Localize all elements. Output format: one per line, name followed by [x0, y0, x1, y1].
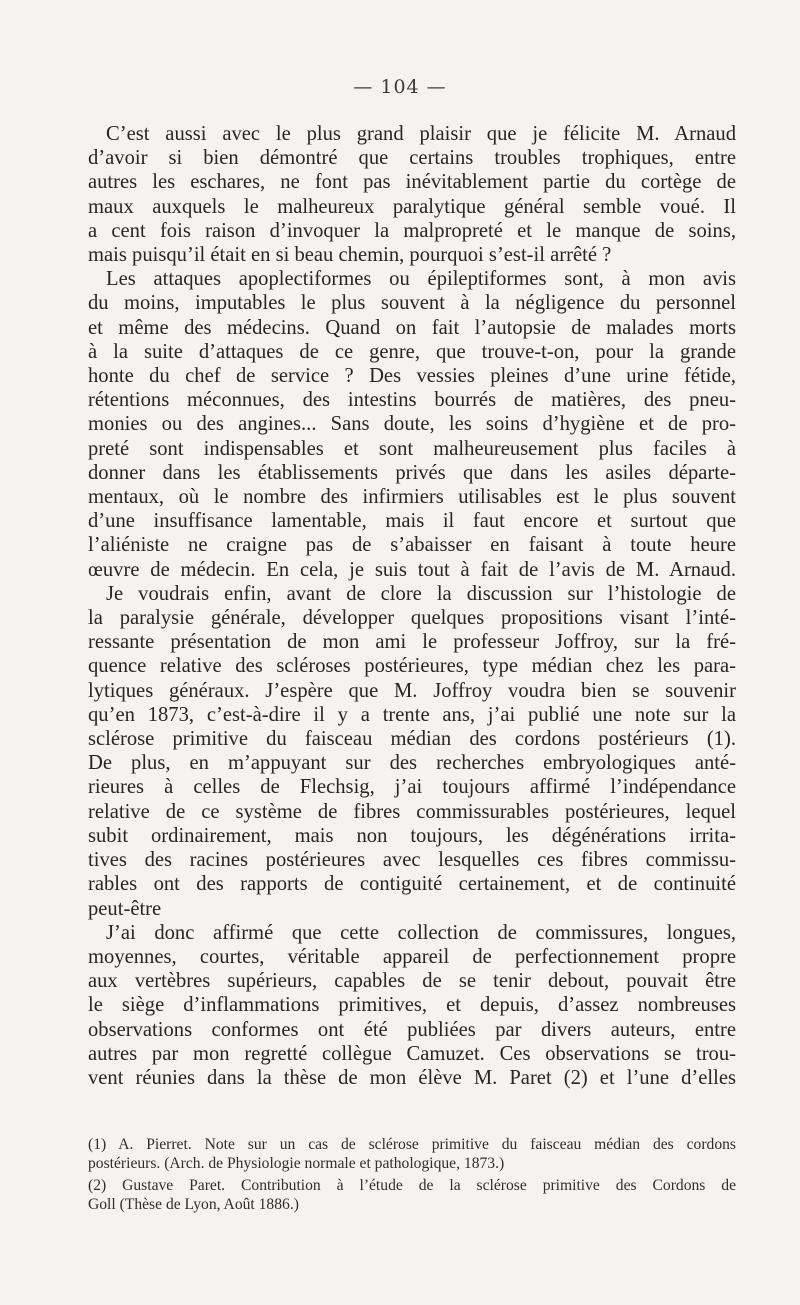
footnote-line: Goll (Thèse de Lyon, Août 1886.)	[88, 1195, 299, 1213]
text-line: du moins, imputables le plus souvent à la négligence du personnel	[88, 292, 736, 315]
page-number: — 104 —	[353, 76, 447, 98]
text-line: donner dans les établissements privés que dans les asiles départe-	[88, 461, 736, 484]
footnote	[88, 1136, 736, 1173]
text-line: subit ordinairement, mais non toujours, les dégénérations irrita-	[88, 824, 736, 847]
text-line: qu’en 1873, c’est-à-dire il y a trente ans, j’ai publié une note sur la	[88, 703, 736, 726]
text-line: aux vertèbres supérieurs, capables de se tenir debout, pouvait être	[88, 970, 736, 993]
text-line: monies ou des angines... Sans doute, les soins d’hygiène et de pro-	[88, 413, 736, 436]
text-line: rétentions méconnues, des intestins bourrés de matières, des pneu-	[88, 389, 736, 412]
footnote-line: (2) Gustave Paret. Contribution à l’étude de la sclérose primitive des Cordons de	[88, 1177, 736, 1195]
text-line: d’avoir si bien démontré que certains troubles trophiques, entre	[88, 147, 736, 170]
text-line: Les attaques apoplectiformes ou épileptiformes sont, à mon avis	[106, 268, 736, 291]
text-line: l’aliéniste ne craigne pas de s’abaisser en faisant à toute heure	[88, 534, 736, 557]
text-line: preté sont indispensables et sont malheureusement plus faciles à	[88, 437, 736, 460]
text-line: Je voudrais enfin, avant de clore la discussion sur l’histologie de	[106, 582, 736, 605]
text-line: mais puisqu’il était en si beau chemin, pourquoi s’est-il arrêté ?	[88, 244, 612, 267]
text-line: vent réunies dans la thèse de mon élève M. Paret (2) et l’une d’elles	[88, 1066, 736, 1089]
text-line: relative de ce système de fibres commissurables postérieures, lequel	[88, 800, 736, 823]
footnote-line: postérieurs. (Arch. de Physiologie normale et pathologique, 1873.)	[88, 1154, 505, 1172]
text-line: C’est aussi avec le plus grand plaisir que je félicite M. Arnaud	[106, 123, 736, 145]
text-line: autres les eschares, ne font pas inévitablement partie du cortège de	[88, 171, 736, 194]
footnote	[88, 1177, 736, 1214]
text-line: le siège d’inflammations primitives, et depuis, d’assez nombreuses	[88, 994, 736, 1017]
text-line: la paralysie générale, développer quelques propositions visant l’inté-	[88, 607, 736, 630]
text-line: sclérose primitive du faisceau médian des cordons postérieurs (1).	[88, 728, 736, 751]
text-line: maux auxquels le malheureux paralytique général semble voué. Il	[88, 195, 736, 218]
text-line: rables ont des rapports de contiguité certainement, et de continuité	[88, 873, 736, 896]
text-line: tives des racines postérieures avec lesquelles ces fibres commissu-	[88, 849, 736, 872]
footnotes	[88, 1136, 736, 1218]
text-line: d’une insuffisance lamentable, mais il faut encore et surtout que	[88, 510, 736, 533]
text-line: observations conformes ont été publiées par divers auteurs, entre	[88, 1018, 736, 1041]
text-line: mentaux, où le nombre des infirmiers utilisables est le plus souvent	[88, 486, 736, 509]
text-line: peut-être	[88, 897, 162, 920]
text-line: quence relative des scléroses postérieures, type médian chez les para-	[88, 655, 736, 678]
text-line: J’ai donc affirmé que cette collection de commissures, longues,	[106, 921, 736, 944]
text-line: œuvre de médecin. En cela, je suis tout à fait de l’avis de M. Arnaud.	[88, 558, 736, 581]
text-line: lytiques généraux. J’espère que M. Joffroy voudra bien se souvenir	[88, 679, 736, 702]
text-line: à la suite d’attaques de ce genre, que trouve-t-on, pour la grande	[88, 340, 736, 363]
text-line: De plus, en m’appuyant sur des recherches embryologiques anté-	[88, 752, 736, 775]
footnote-line: (1) A. Pierret. Note sur un cas de sclérose primitive du faisceau médian des cordons	[88, 1136, 736, 1153]
text-line: autres par mon regretté collègue Camuzet. Ces observations se trou-	[88, 1042, 736, 1065]
text-line: rieures à celles de Flechsig, j’ai toujours affirmé l’indépendance	[88, 776, 736, 799]
text-line: ressante présentation de mon ami le professeur Joffroy, sur la fré-	[88, 631, 736, 654]
body-text	[88, 122, 736, 1090]
text-line: a cent fois raison d’invoquer la malpropreté et le manque de soins,	[88, 219, 736, 242]
text-line: honte du chef de service ? Des vessies pleines d’une urine fétide,	[88, 365, 736, 388]
text-line: moyennes, courtes, véritable appareil de perfectionnement propre	[88, 945, 736, 968]
text-line: et même des médecins. Quand on fait l’autopsie de malades morts	[88, 316, 736, 339]
